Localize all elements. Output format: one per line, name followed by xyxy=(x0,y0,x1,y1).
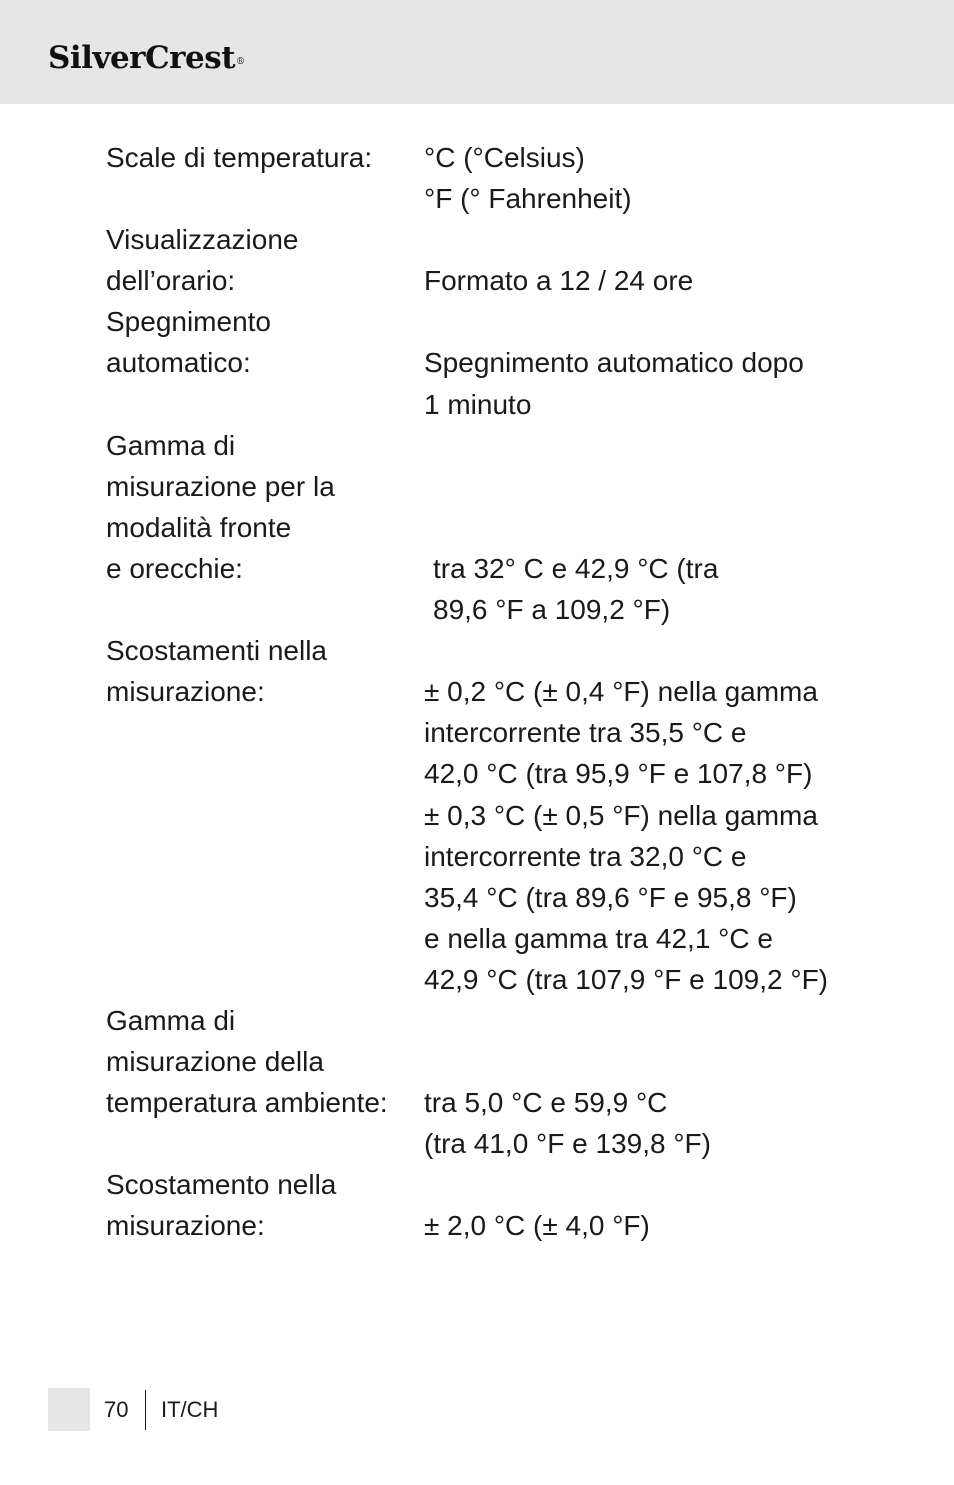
spec-value-line: °F (° Fahrenheit) xyxy=(424,183,632,215)
spec-value xyxy=(424,630,866,1000)
spec-label-line: Gamma di xyxy=(106,429,236,461)
spec-label-line: temperatura ambiente: xyxy=(106,1087,388,1119)
brand-logo-text: SilverCrest xyxy=(48,40,236,76)
spec-label xyxy=(106,301,424,424)
spec-value-line: Formato a 12 / 24 ore xyxy=(424,265,694,297)
spec-value-line: e nella gamma tra 42,1 °C e xyxy=(424,922,773,954)
spec-value-line: °C (°Celsius) xyxy=(424,142,585,173)
spec-label-spacer xyxy=(106,589,424,630)
technical-specs xyxy=(106,137,866,1247)
spec-label xyxy=(106,630,424,712)
spec-label-line: misurazione: xyxy=(106,676,265,708)
spec-value xyxy=(424,137,866,219)
spec-label-line: Scostamenti nella xyxy=(106,635,328,667)
spec-value-line: 1 minuto xyxy=(424,388,532,420)
spec-label-line: misurazione: xyxy=(106,1210,265,1242)
spec-row-auto-off xyxy=(106,301,866,424)
spec-value-line: ± 2,0 °C (± 4,0 °F) xyxy=(424,1210,650,1242)
spec-label-line: Gamma di xyxy=(106,1004,236,1036)
spec-value-spacer xyxy=(424,630,866,671)
spec-row-time-display xyxy=(106,219,866,301)
spec-label-line: misurazione per la xyxy=(106,470,335,502)
spec-value xyxy=(424,548,866,630)
spec-row-ambient-range xyxy=(106,1000,866,1164)
spec-row-temperature-scale xyxy=(106,137,866,219)
spec-value-line: Spegnimento automatico dopo xyxy=(424,347,804,379)
spec-label-line: e orecchie: xyxy=(106,552,243,584)
footer-marker xyxy=(48,1388,90,1431)
spec-value-spacer xyxy=(424,1000,866,1041)
spec-label-line: Scostamento nella xyxy=(106,1169,337,1201)
spec-value-line: tra 32° C e 42,9 °C (tra xyxy=(433,552,719,584)
spec-value-line: ± 0,3 °C (± 0,5 °F) nella gamma xyxy=(424,799,818,831)
spec-label-line: misurazione della xyxy=(106,1046,324,1078)
spec-value-spacer xyxy=(424,1041,866,1082)
spec-label xyxy=(106,1164,424,1246)
footer-divider xyxy=(145,1390,146,1430)
page-header xyxy=(0,0,954,104)
spec-label-line: dell’orario: xyxy=(106,265,236,297)
spec-row-forehead-ear-range xyxy=(106,425,866,630)
spec-value-line: 89,6 °F a 109,2 °F) xyxy=(433,594,671,626)
spec-label-line: Visualizzazione xyxy=(106,224,299,256)
spec-label xyxy=(106,219,424,301)
spec-value xyxy=(424,1205,866,1246)
spec-label xyxy=(106,1000,424,1123)
spec-value-line: intercorrente tra 32,0 °C e xyxy=(424,840,747,872)
spec-row-measurement-deviation xyxy=(106,630,866,1000)
spec-label xyxy=(106,137,424,178)
spec-value-line: intercorrente tra 35,5 °C e xyxy=(424,717,747,749)
spec-label xyxy=(106,425,424,630)
spec-value-line: 35,4 °C (tra 89,6 °F e 95,8 °F) xyxy=(424,881,797,913)
spec-value-line: tra 5,0 °C e 59,9 °C xyxy=(424,1087,668,1119)
brand-logo xyxy=(48,38,245,78)
spec-value-line: ± 0,2 °C (± 0,4 °F) nella gamma xyxy=(424,676,818,708)
spec-value xyxy=(424,1000,866,1164)
registered-mark: ® xyxy=(236,57,245,67)
spec-value-line: (tra 41,0 °F e 139,8 °F) xyxy=(424,1128,711,1160)
spec-value xyxy=(424,342,866,424)
spec-label-line: Scale di temperatura: xyxy=(106,142,373,173)
spec-row-ambient-deviation xyxy=(106,1164,866,1246)
page-number: 70 xyxy=(104,1397,129,1422)
spec-value-line: 42,9 °C (tra 107,9 °F e 109,2 °F) xyxy=(424,963,829,995)
spec-label-spacer xyxy=(106,384,424,425)
spec-label-line: automatico: xyxy=(106,347,251,379)
spec-value-line: 42,0 °C (tra 95,9 °F e 107,8 °F) xyxy=(424,758,813,790)
spec-label-line: Spegnimento xyxy=(106,306,272,338)
spec-value xyxy=(424,260,866,301)
page-language: IT/CH xyxy=(161,1397,219,1422)
spec-label-line: modalità fronte xyxy=(106,511,292,543)
